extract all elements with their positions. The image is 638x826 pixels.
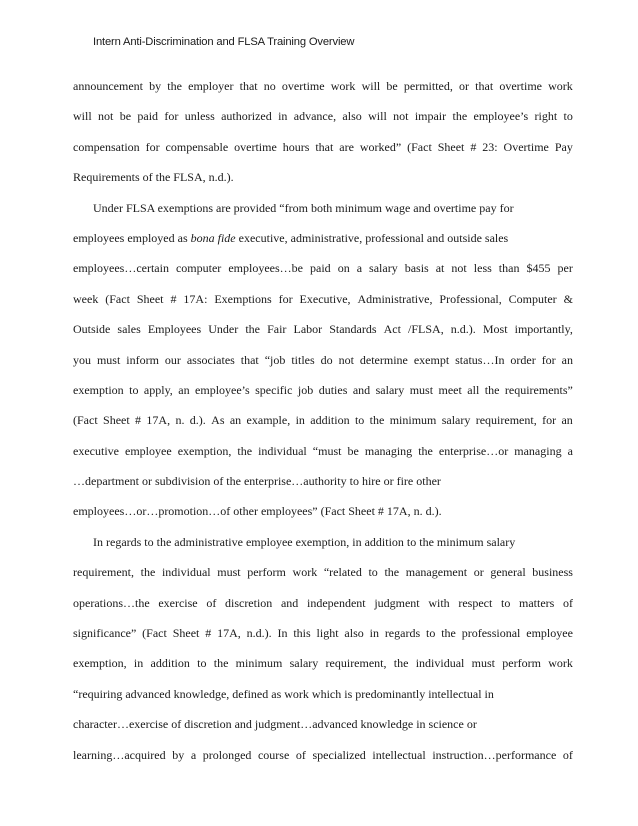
word: learning…acquired [73,747,166,762]
word: also [342,109,362,124]
word: not [451,261,467,276]
word: a [190,747,197,762]
word: for [541,352,556,367]
word: work [292,565,318,580]
word: the [245,322,260,337]
word: perform [502,656,541,671]
word: employees…be [228,261,303,276]
word: that [239,79,258,93]
word: for [145,139,160,154]
word: work [330,79,356,93]
word: enterprise…or [438,443,509,458]
word: the [369,413,385,428]
word: must [96,352,121,367]
word: or [459,79,470,93]
word: advance, [293,109,337,124]
word: judgment [374,595,420,610]
word: the [418,443,433,458]
word: Sheet [103,413,130,428]
word: impair [414,109,447,124]
word: intellectual [372,747,426,762]
word: job [297,382,314,397]
word: exempt [413,352,450,367]
word: As [211,413,225,428]
word: worked” [359,139,402,154]
word: requirements” [504,382,573,397]
word: this [293,626,311,641]
word: apply, [143,382,173,397]
word: Under [208,322,239,337]
word: not [393,109,409,124]
word: example, [246,413,291,428]
word: with [428,595,450,610]
text-line [73,405,573,435]
word: to [563,109,573,124]
word: the [441,626,456,641]
word: (Fact [73,413,98,428]
word: less [473,261,492,276]
body-text [73,71,573,770]
word: the [393,656,409,671]
text-run: executive, administrative, professional and outside sales [235,230,509,245]
word: Overtime [503,139,549,154]
word: Computer [508,291,557,306]
word: must [409,382,434,397]
word: independent [306,595,366,610]
italic-term: bona fide [190,230,236,245]
word: respect [458,595,493,610]
word: employees…certain [73,261,169,276]
word: to [368,565,378,580]
word: unless [184,109,215,124]
word: instruction…performance [432,747,557,762]
word: sales [117,322,141,337]
word: overtime [499,79,542,93]
word: prolonged [202,747,252,762]
word: Standards [329,322,377,337]
word: Administrative, [357,291,433,306]
word: in [369,626,379,641]
word: Outside [73,322,111,337]
word: that [315,139,334,154]
word: by [149,79,162,93]
word: computer [175,261,222,276]
word: salary [289,656,319,671]
word: do [320,352,333,367]
word: addition [150,656,190,671]
word: not [338,352,354,367]
word: # [135,413,142,428]
text-line [73,101,573,131]
word: individual [161,565,211,580]
word: an [178,382,190,397]
word: Employees [147,322,202,337]
word: regards [384,626,421,641]
word: be [119,109,132,124]
word: exemption [73,382,124,397]
text-line: Requirements of the FLSA, n.d.). [73,170,234,185]
word: general [490,565,526,580]
word: compensable [165,139,229,154]
word: employee’s [195,382,250,397]
word: importantly, [514,322,573,337]
word: specialized [312,747,366,762]
word: to [129,382,139,397]
word: the [484,382,500,397]
text-line [73,223,573,253]
word: hours [282,139,310,154]
word: Sheet [437,139,465,154]
text-line [73,375,573,405]
word: for [278,291,293,306]
word: announcement [73,79,143,93]
text-line: Under FLSA exemptions are provided “from both minimum wage and overtime pay for [93,200,514,215]
word: duties [318,382,348,397]
word: Executive, [299,291,351,306]
word: must [217,565,241,580]
word: employee’s [473,109,529,124]
text-line [73,284,573,314]
word: per [557,261,573,276]
word: week [73,291,99,306]
word: the [384,565,400,580]
word: /FLSA, [408,322,444,337]
word: all [467,382,480,397]
text-line [73,436,573,466]
word: the [167,79,182,93]
word: perform [247,565,286,580]
word: 23: [482,139,498,154]
word: must [471,656,495,671]
word: on [337,261,350,276]
word: operations…the [73,595,150,610]
word: are [339,139,354,154]
word: minimum [389,413,437,428]
text-line: “requiring advanced knowledge, defined as work which is predominantly intellectual in [73,686,494,701]
word: of [295,747,306,762]
text-line [73,253,573,283]
word: professional [461,626,521,641]
word: requirement, [325,656,387,671]
word: a [567,443,573,458]
word: Pay [554,139,573,154]
word: addition [310,413,350,428]
word: “related [323,565,362,580]
word: 17A: [183,291,208,306]
word: employee [125,443,172,458]
word: for [164,109,179,124]
word: an [561,352,573,367]
text-line: …department or subdivision of the enterprise…authority to hire or fire other [73,474,441,489]
text-line: In regards to the administrative employee exemption, in addition to the minimum salary [93,534,516,549]
word: authorized [221,109,272,124]
word: $455 [526,261,551,276]
word: course [257,747,290,762]
word: specific [255,382,293,397]
word: Professional, [439,291,502,306]
word: compensation [73,139,140,154]
word: individual [258,443,307,458]
word: paid [310,261,331,276]
word: in [295,413,305,428]
word: matters [519,595,555,610]
word: individual [415,656,465,671]
word: by [172,747,185,762]
word: requirement, [475,413,537,428]
word: no [263,79,276,93]
word: a [356,261,363,276]
word: will [73,109,92,124]
word: Exemptions [214,291,272,306]
text-line [73,618,573,648]
word: management [405,565,468,580]
word: n.d.). [246,626,272,641]
text-line [73,314,573,344]
word: an [229,413,242,428]
word: exercise [158,595,198,610]
word: overtime [281,79,325,93]
word: (Fact [142,626,167,641]
word: inform [126,352,159,367]
word: to [354,413,365,428]
word: exemption, [73,656,127,671]
word: meet [438,382,462,397]
word: managing [364,443,413,458]
word: also [344,626,364,641]
word: order [510,352,536,367]
word: Most [482,322,508,337]
word: and [280,595,299,610]
text-line [73,132,573,162]
word: “job [264,352,286,367]
word: # [170,291,177,306]
word: work [548,656,573,671]
text-line [73,345,573,375]
word: to [197,656,207,671]
word: to [500,595,511,610]
word: salary [375,382,405,397]
word: in [133,656,144,671]
word: or [473,565,484,580]
word: requirement, [73,565,134,580]
word: Sheet [172,626,200,641]
word: not [98,109,114,124]
word: employer [188,79,234,93]
word: that [475,79,494,93]
word: business [532,565,573,580]
word: salary [369,261,398,276]
word: of [562,747,573,762]
word: at [435,261,445,276]
word: work [548,79,573,93]
word: in [278,109,288,124]
text-line [73,557,573,587]
word: and [352,382,371,397]
word: d.). [189,413,206,428]
word: than [498,261,520,276]
word: Sheet [136,291,164,306]
word: of [206,595,217,610]
word: be [386,79,398,93]
word: In [277,626,288,641]
running-head: Intern Anti-Discrimination and FLSA Training Overview [93,36,355,48]
text-line: character…exercise of discretion and judgment…advanced knowledge in science or [73,717,477,732]
word: discretion [224,595,273,610]
word: light [316,626,339,641]
word: # [470,139,477,154]
word: (Fact [407,139,432,154]
word: an [561,413,573,428]
word: status…In [455,352,505,367]
word: paid [137,109,159,124]
word: for [542,413,557,428]
word: employee [526,626,573,641]
word: will [361,79,381,93]
word: determine [359,352,408,367]
word: significance” [73,626,137,641]
word: of [563,595,573,610]
word: that [240,352,259,367]
word: will [368,109,387,124]
word: titles [291,352,315,367]
word: (Fact [105,291,130,306]
word: our [164,352,181,367]
text-line [73,648,573,678]
word: & [563,291,573,306]
word: be [347,443,359,458]
word: executive [73,443,119,458]
text-line [73,740,573,770]
text-run: employees employed as [73,230,191,245]
word: 17A, [146,413,171,428]
word: overtime [234,139,277,154]
word: n.d.). [450,322,476,337]
word: 17A, [217,626,241,641]
word: managing [514,443,562,458]
word: minimum [235,656,283,671]
word: associates [186,352,235,367]
text-line: employees…or…promotion…of other employees” (Fact Sheet # 17A, n. d.). [73,504,442,519]
word: “must [312,443,342,458]
word: permitted, [403,79,453,93]
text-line [73,588,573,618]
text-line [73,71,573,101]
word: Fair [267,322,287,337]
word: the [140,565,156,580]
word: right [534,109,558,124]
word: # [205,626,212,641]
word: Act [383,322,401,337]
word: n. [175,413,185,428]
word: to [426,626,436,641]
word: the [237,443,253,458]
word: Labor [293,322,323,337]
word: the [452,109,468,124]
word: salary [441,413,471,428]
word: exemption, [177,443,232,458]
word: you [73,352,91,367]
word: basis [404,261,429,276]
word: the [213,656,229,671]
